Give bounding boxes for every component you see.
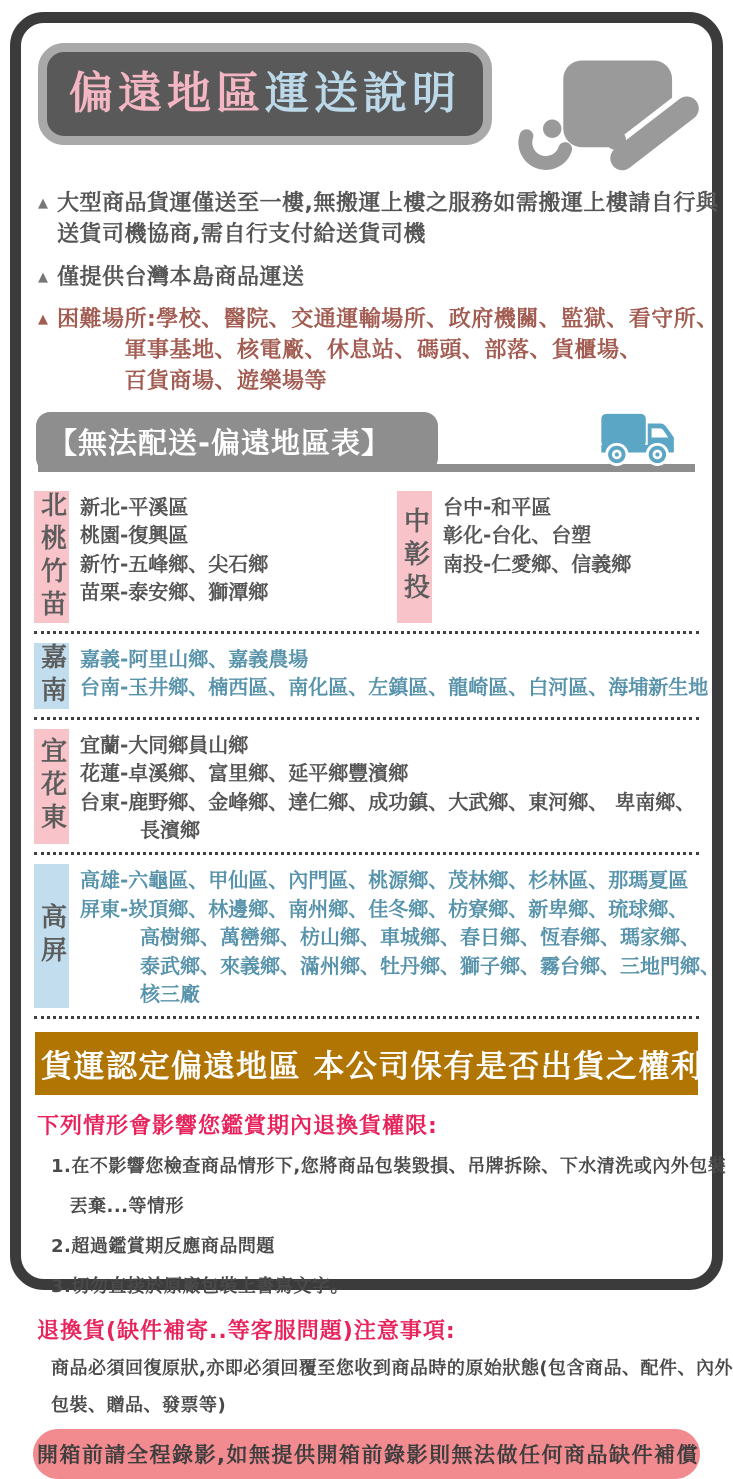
region-line: 台東-鹿野鄉、金峰鄉、達仁鄉、成功鎮、大武鄉、東河鄉、 卑南鄉、 <box>80 789 696 814</box>
region-line: 新北-平溪區 <box>80 494 189 519</box>
region-label: 嘉南 <box>34 643 69 709</box>
page-frame <box>10 12 733 1468</box>
region-line: 長濱鄉 <box>80 817 200 842</box>
table-row-south <box>34 857 720 1014</box>
policy-item: 丟棄...等情形 <box>51 1196 185 1218</box>
policy-item: 3.切勿直接於原廠包裝上書寫文字。 <box>51 1276 349 1298</box>
shipping-note-difficult-places <box>38 305 719 397</box>
region-line: 花蓮-卓溪鄉、富里鄉、延平鄉豐濱鄉 <box>80 761 409 786</box>
region-line: 高樹鄉、萬巒鄉、枋山鄉、車城鄉、春日鄉、恆春鄉、瑪家鄉、 <box>80 925 700 950</box>
dotted-divider <box>34 631 699 634</box>
region-line: 彰化-台化、台塑 <box>443 523 592 548</box>
policy-paragraph-line: 商品必須回復原狀,亦即必須回覆至您收到商品時的原始狀態(包含商品、配件、內外 <box>51 1358 733 1380</box>
region-line: 高雄-六龜區、甲仙區、內門區、桃源鄉、茂林鄉、杉林區、那瑪夏區 <box>80 868 689 893</box>
policy-item: 1.在不影響您檢查商品情形下,您將商品包裝毀損、吊牌拆除、下水清洗或內外包裝 <box>51 1156 727 1178</box>
region-line: 宜蘭-大同鄉員山鄉 <box>80 732 249 757</box>
region-label: 北桃竹苗 <box>34 491 69 623</box>
region-group <box>34 729 699 845</box>
dotted-divider <box>34 1016 699 1019</box>
dotted-divider <box>34 852 699 855</box>
region-table-title: 【無法配送-偏遠地區表】 <box>36 412 438 472</box>
dotted-divider <box>34 717 699 720</box>
note-line: 軍事基地、核電廠、休息站、碼頭、部落、貨櫃場、 <box>57 338 643 364</box>
region-line: 桃園-復興區 <box>80 523 189 548</box>
dolly-icon <box>509 55 695 173</box>
header <box>38 43 699 173</box>
region-line: 台南-玉井鄉、楠西區、南化區、左鎮區、龍崎區、白河區、海埔新生地 <box>80 675 709 700</box>
region-line: 苗栗-泰安鄉、獅潭鄉 <box>80 579 269 604</box>
return-policy <box>37 1109 733 1419</box>
region-label: 高屏 <box>34 864 69 1008</box>
record-unboxing-warning-pill: 開箱前請全程錄影,如無提供開箱前錄影則無法做任何商品缺件補償 <box>33 1429 700 1479</box>
region-line: 台中-和平區 <box>443 494 552 519</box>
policy-heading-2: 退換貨(缺件補寄..等客服問題)注意事項: <box>37 1319 456 1345</box>
region-line: 嘉義-阿里山鄉、嘉義農場 <box>80 646 309 671</box>
region-line: 核三廠 <box>80 981 200 1006</box>
shipping-note <box>38 263 695 294</box>
rights-banner: 貨運認定偏遠地區 本公司保有是否出貨之權利 <box>35 1032 698 1095</box>
region-label: 宜花東 <box>34 729 69 845</box>
triangle-bullet-icon: ▲ <box>38 269 48 285</box>
shipping-notes <box>38 189 719 398</box>
region-line: 新竹-五峰鄉、尖石鄉 <box>80 551 269 576</box>
note-line: 僅提供台灣本島商品運送 <box>57 264 305 290</box>
policy-item: 2.超過鑑賞期反應商品問題 <box>51 1236 275 1258</box>
region-line: 屏東-崁頂鄉、林邊鄉、南州鄉、佳冬鄉、枋寮鄉、新卑鄉、琉球鄉、 <box>80 896 689 921</box>
note-line: 大型商品貨運僅送至一樓,無搬運上樓之服務如需搬運上樓請自行與 <box>57 191 719 216</box>
note-line: 百貨商場、遊樂場等 <box>57 368 328 394</box>
table-row-east <box>34 722 699 851</box>
truck-icon <box>599 410 681 468</box>
table-row-north <box>34 484 699 629</box>
triangle-bullet-icon: ▲ <box>38 312 48 328</box>
region-group <box>34 642 709 709</box>
region-label: 中彰投 <box>397 491 432 623</box>
note-line: 送貨司機協商,需自行支付給送貨司機 <box>57 221 426 247</box>
region-group <box>34 491 386 623</box>
page-title-part1: 偏遠地區 <box>69 68 265 119</box>
region-table-header <box>36 412 697 472</box>
triangle-bullet-icon: ▲ <box>38 196 48 211</box>
region-group <box>34 864 720 1008</box>
region-line: 泰武鄉、來義鄉、滿州鄉、牡丹鄉、獅子鄉、霧台鄉、三地門鄉、 <box>80 953 720 978</box>
page-title-box <box>38 43 492 145</box>
region-line: 南投-仁愛鄉、信義鄉 <box>443 551 632 576</box>
region-table <box>34 484 720 1020</box>
table-row-chianan <box>34 636 709 715</box>
policy-paragraph-line: 包裝、贈品、發票等) <box>51 1395 227 1417</box>
shipping-note <box>38 189 719 251</box>
note-line: 困難場所:學校、醫院、交通運輸場所、政府機關、監獄、看守所、 <box>57 307 719 333</box>
region-group <box>397 491 699 623</box>
policy-heading-1: 下列情形會影響您鑑賞期內退換貨權限: <box>37 1114 438 1140</box>
page-title-part2: 運送說明 <box>265 68 461 119</box>
